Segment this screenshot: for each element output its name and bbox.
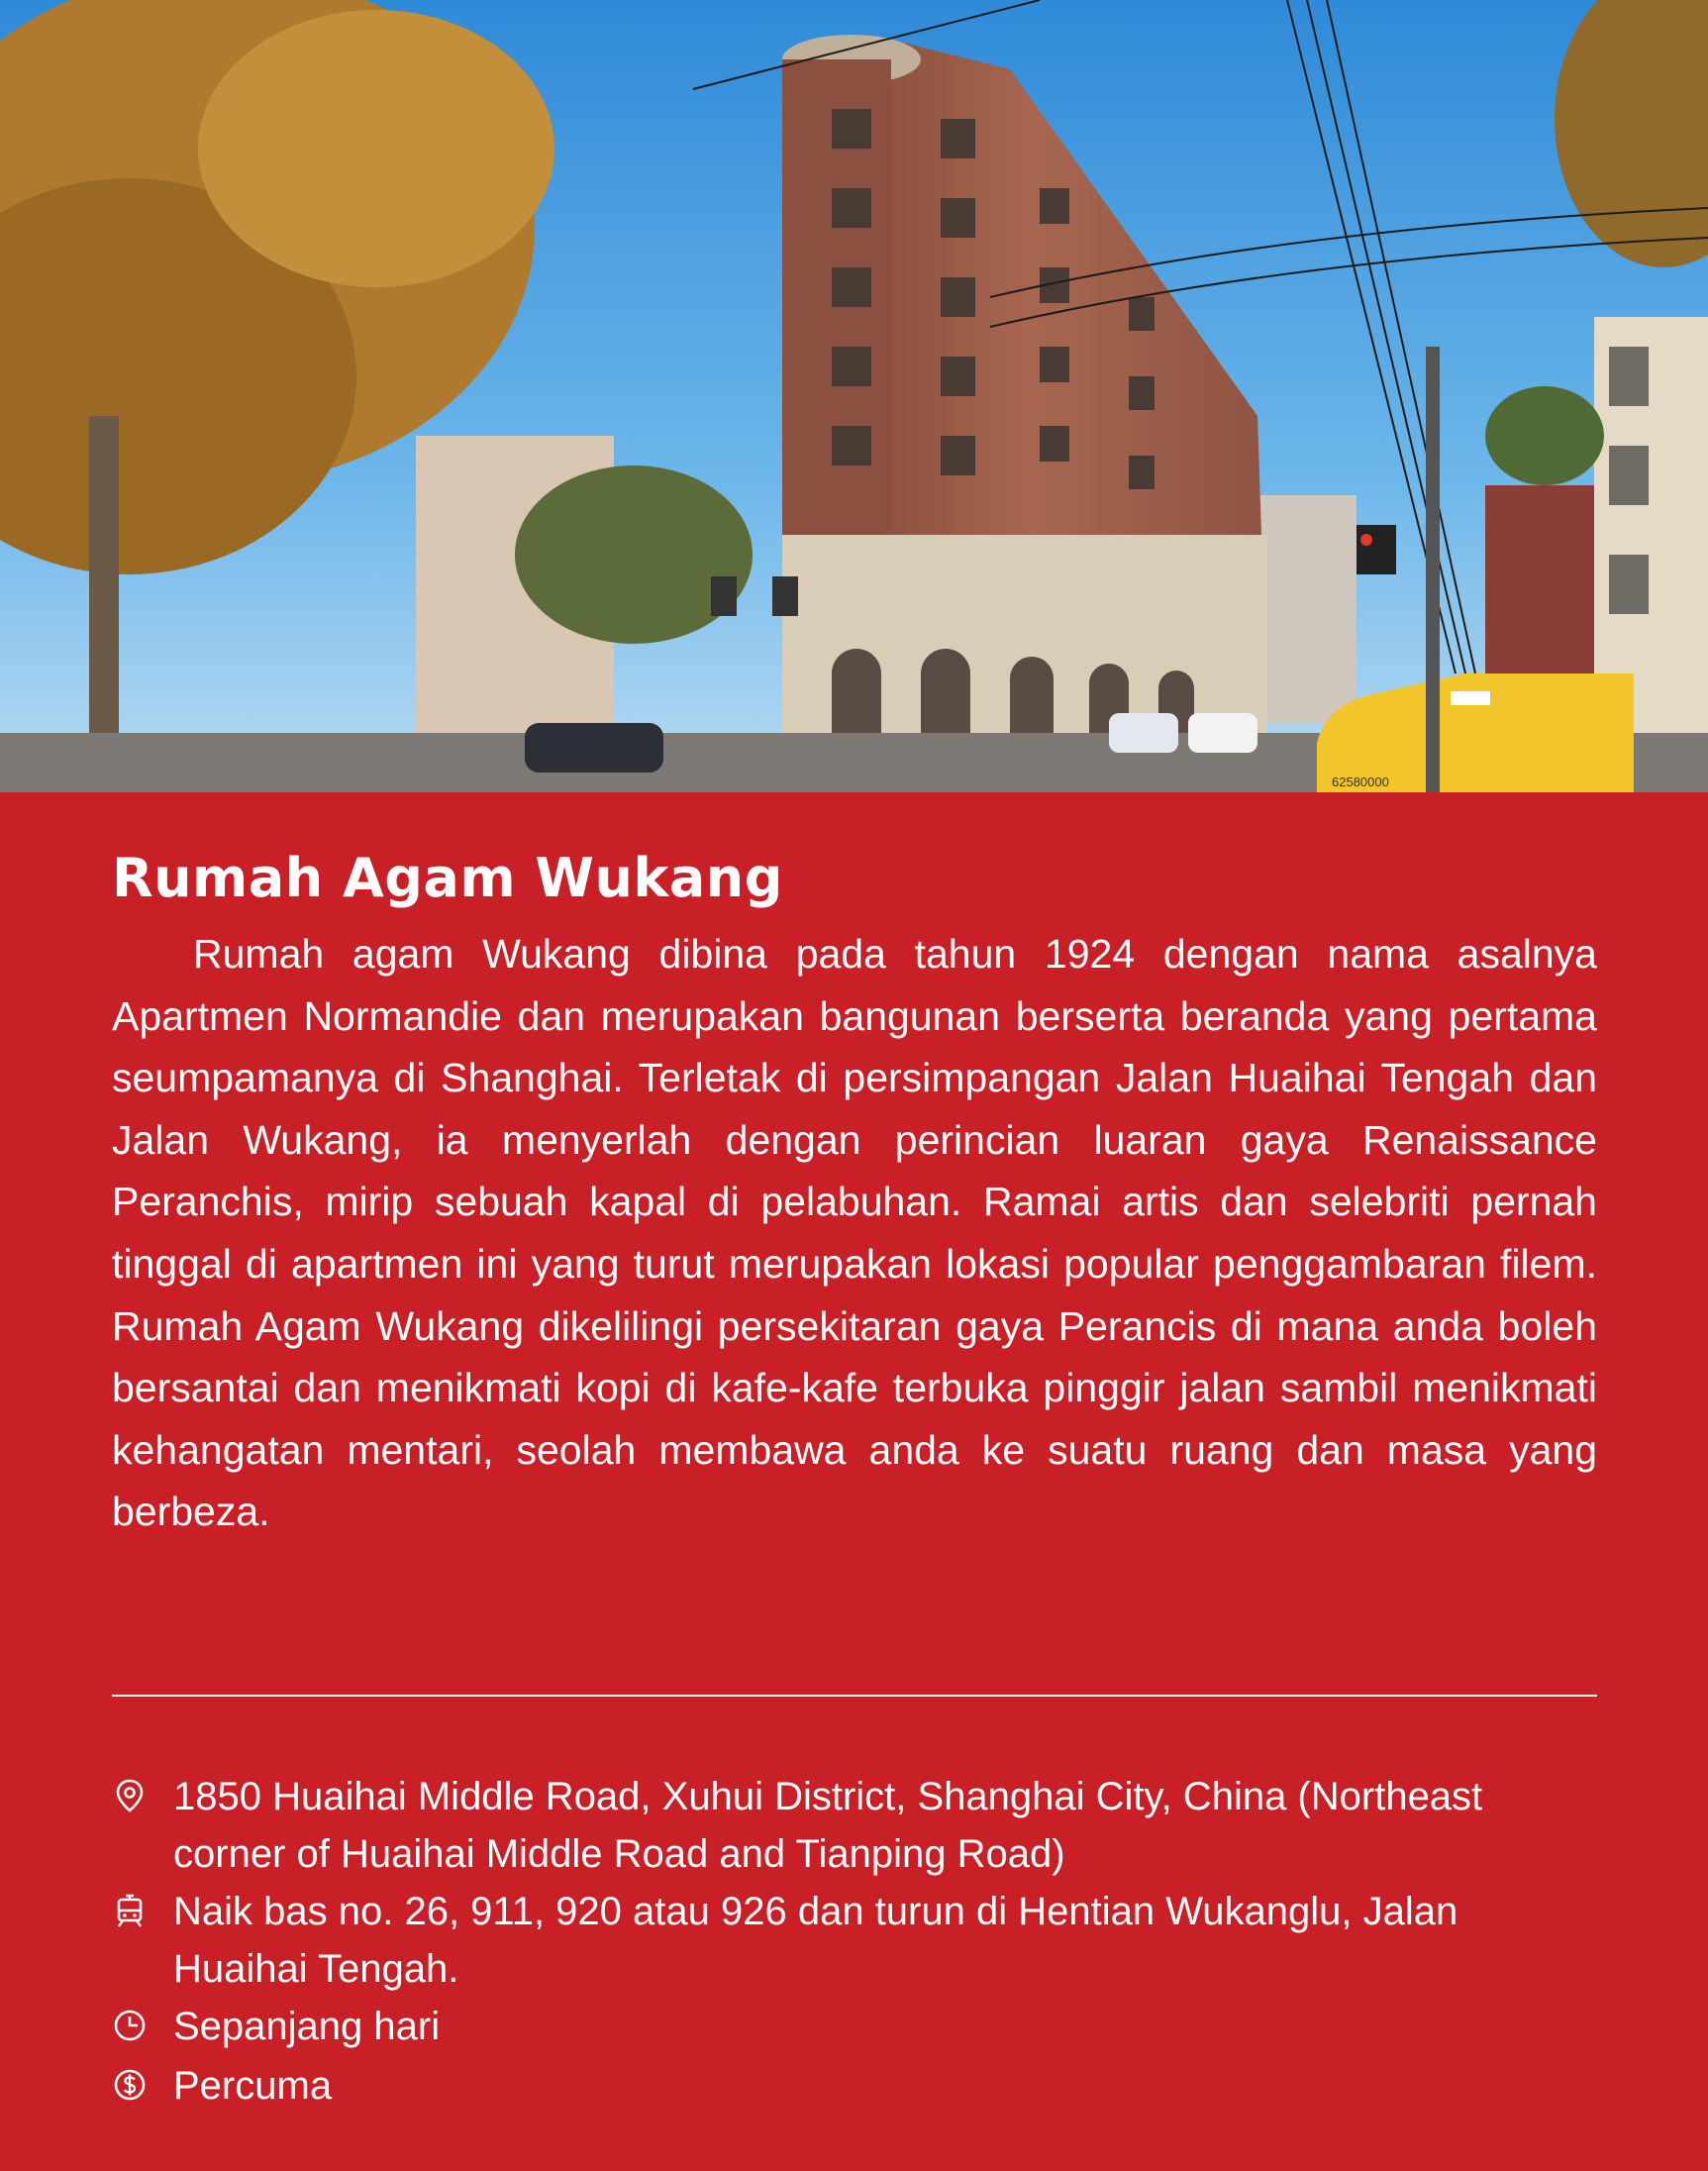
taxi-number: 62580000 [1332,775,1389,789]
dollar-coin-icon [112,2067,148,2103]
article-title: Rumah Agam Wukang [112,847,783,909]
wukang-mansion-illustration [0,0,1708,792]
clock-icon [112,2008,148,2043]
hours-row [112,1998,1597,2057]
transport-row [112,1883,1597,1998]
location-pin-icon [112,1778,148,1813]
info-list [112,1768,1597,2117]
fee-row [112,2057,1597,2117]
hero-photo [0,0,1708,792]
article [112,792,1597,1543]
tram-icon [112,1893,148,1928]
divider [112,1695,1597,1697]
address-row [112,1768,1597,1883]
address-text: 1850 Huaihai Middle Road, Xuhui District, Shanghai City, China (Northeast corner of Huaihai Middle Road and Tianping Road) [173,1775,1483,1876]
transport-text: Naik bas no. 26, 911, 920 atau 926 dan turun di Hentian Wukanglu, Jalan Huaihai Tengah. [173,1890,1458,1991]
hours-text: Sepanjang hari [173,2005,441,2048]
fee-text: Percuma [173,2064,333,2108]
article-body: Rumah agam Wukang dibina pada tahun 1924 dengan nama asalnya Apartmen Normandie dan merupakan bangunan berserta beranda yang pertama seumpamanya di Shanghai. Terletak di persimpangan Jalan Huaihai Tengah dan Jalan Wukang, ia menyerlah dengan perincian luaran gaya Renaissance Peranchis, mirip sebuah kapal di pelabuhan. Ramai artis dan selebriti pernah tinggal di apartmen ini yang turut merupakan lokasi popular penggambaran filem. Rumah Agam Wukang dikelilingi persekitaran gaya Perancis di mana anda boleh bersantai dan menikmati kopi di kafe-kafe terbuka pinggir jalan sambil menikmati kehangatan mentari, seolah membawa anda ke suatu ruang dan masa yang berbeza. [112,931,1597,1535]
